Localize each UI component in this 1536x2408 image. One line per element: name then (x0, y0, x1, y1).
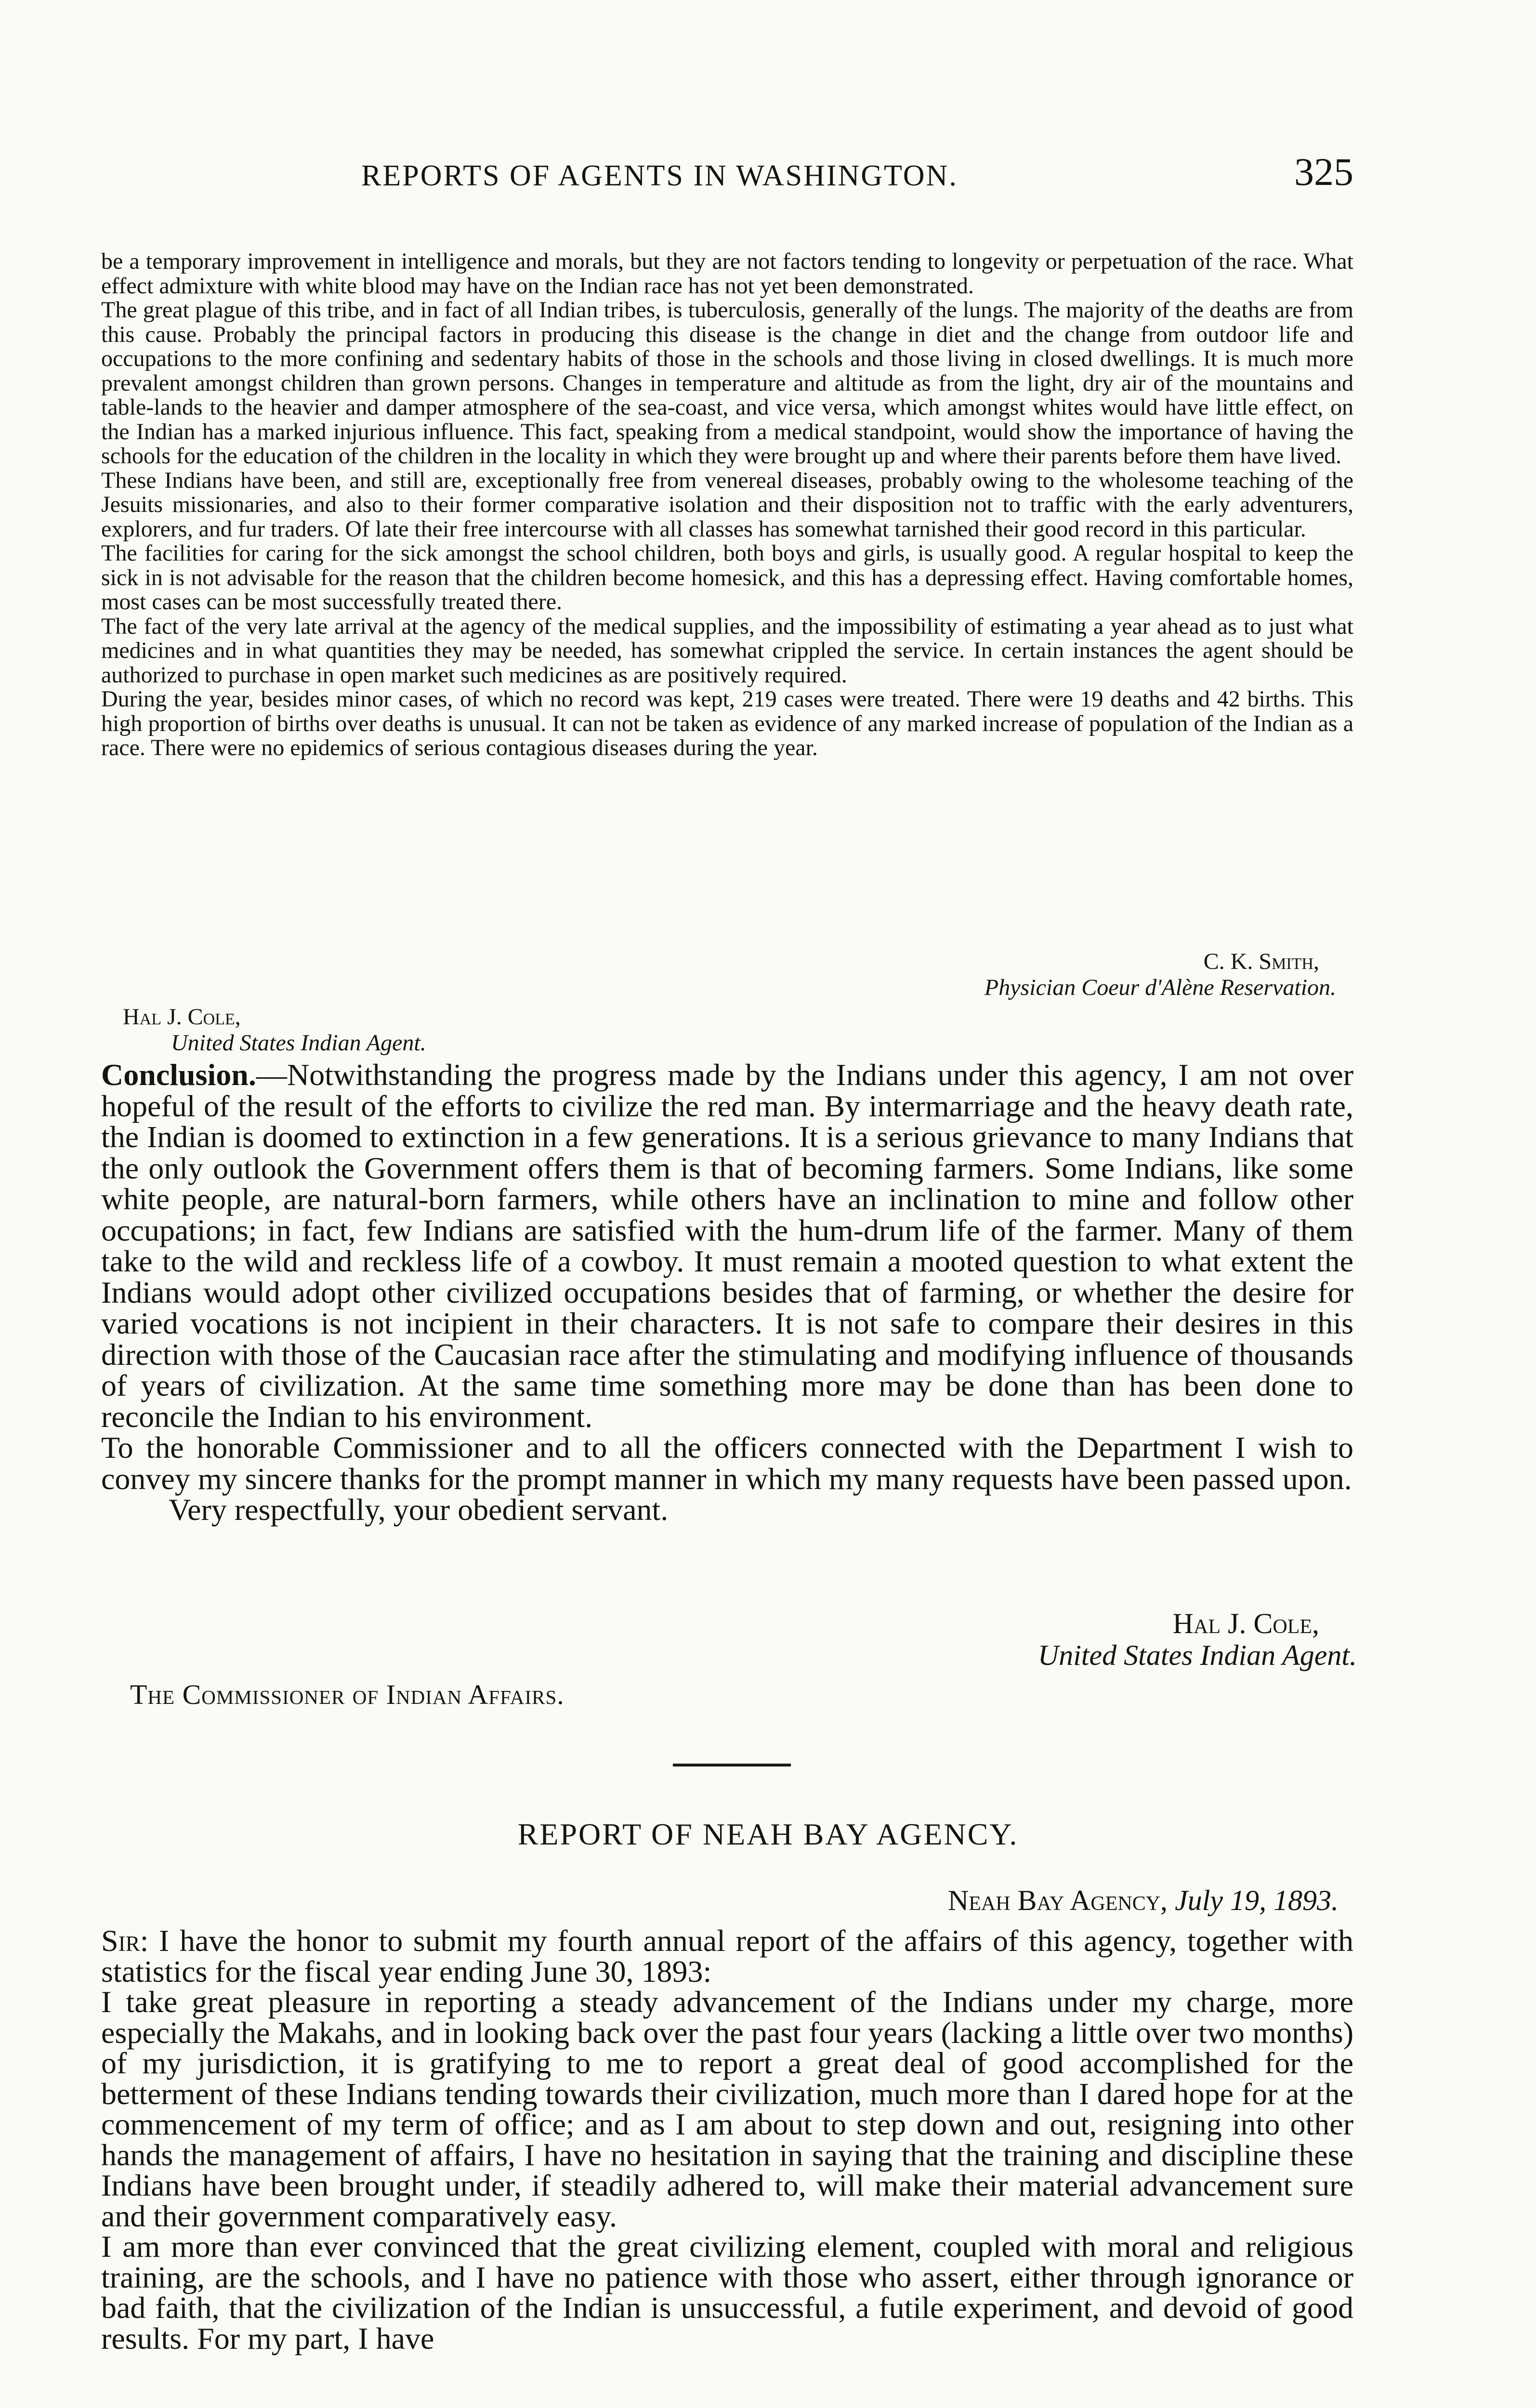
physician-signature-title: Physician Coeur d'Alène Reservation. (984, 975, 1336, 1000)
page-number: 325 (1294, 150, 1353, 194)
addressee: The Commissioner of Indian Affairs. (130, 1679, 565, 1710)
conclusion-paragraph (101, 1060, 1353, 1432)
dateline-place: Neah Bay Agency, (947, 1885, 1168, 1916)
agent-title: United States Indian Agent. (171, 1030, 426, 1056)
agent-signature-title: United States Indian Agent. (1037, 1639, 1357, 1671)
closing-line: Very respectfully, your obedient servant. (169, 1492, 669, 1527)
paragraph: These Indians have been, and still are, exceptionally free from venereal diseases, probably owing to the wholesome teaching of the Jesuits missionaries, and also to their former comparative isolation and their disposition not to traffic with the early adventurers, explorers, and fur traders. Of late their free intercourse with all classes has somewhat tarnished their good record in this particular. (101, 467, 1353, 542)
running-title: REPORTS OF AGENTS IN WASHINGTON. (361, 159, 958, 192)
conclusion-heading: Conclusion. (101, 1058, 256, 1092)
dateline (948, 1884, 1339, 1917)
physician-signature (1204, 949, 1319, 975)
paragraph: To the honorable Commissioner and to all the officers connected with the Department I wish to convey my sincere thanks for the prompt manner in which my many requests have been passed upon. (101, 1430, 1353, 1496)
paragraph: During the year, besides minor cases, of which no record was kept, 219 cases were treated. There were 19 deaths and 42 births. This high proportion of births over deaths is unusual. It can not be taken as evidence of any marked increase of population of the Indian as a race. There were no epidemics of serious contagious diseases during the year. (101, 686, 1353, 760)
page-header (101, 150, 1353, 207)
agent-signature-small (123, 1004, 426, 1056)
agent-name: Hal J. Cole, (123, 1004, 241, 1030)
agent-signature-name: Hal J. Cole, (1172, 1608, 1319, 1639)
paragraph-body: I have the honor to submit my fourth annual report of the affairs of this agency, together with statistics for the fiscal year ending June 30, 1893: (101, 1924, 1353, 1989)
conclusion-body: —Notwithstanding the progress made by the Indians under this agency, I am not over hopeful of the result of the efforts to civilize the red man. By intermarriage and the heavy death rate, the Indian is doomed to extinction in a few generations. It is a serious grievance to many Indians that the only outlook the Government offers them is that of becoming farmers. Some Indians, like some white people, are natural-born farmers, while others have an inclination to mine and follow other occupations; in fact, few Indians are satisfied with the hum-drum life of the farmer. Many of them take to the wild and reckless life of a cowboy. It must remain a mooted question to what extent the Indians would adopt other civilized occupations besides that of farming, or whether the desire for varied vocations is not incipient in their characters. It is not safe to compare their desires in this direction with those of the Caucasian race after the stimulating and modifying influence of thousands of years of civilization. At the same time something more may be done than has been done to reconcile the Indian to his environment. (101, 1058, 1353, 1434)
paragraph (101, 1925, 1353, 1987)
physician-report-text (101, 249, 1353, 760)
dateline-date: July 19, 1893. (1175, 1885, 1339, 1916)
section-divider (673, 1764, 791, 1767)
report-title: REPORT OF NEAH BAY AGENCY. (517, 1817, 1019, 1851)
paragraph: The great plague of this tribe, and in fact of all Indian tribes, is tuberculosis, generally of the lungs. The majority of the deaths are from this cause. Probably the principal factors in producing this disease is the change in diet and the change from outdoor life and occupations to the more confining and sedentary habits of those in the schools and those living in closed dwellings. It is much more prevalent amongst children than grown persons. Changes in temperature and altitude as from the light, dry air of the mountains and table-lands to the heavier and damper atmosphere of the sea-coast, and vice versa, which amongst whites would have little effect, on the Indian has a marked injurious influence. This fact, speaking from a medical standpoint, would show the importance of having the schools for the education of the children in the locality in which they were brought up and where their parents before them have lived. (101, 297, 1353, 469)
paragraph: I take great pleasure in reporting a steady advancement of the Indians under my charge, more especially the Makahs, and in looking back over the past four years (lacking a little over two months) of my jurisdiction, it is gratifying to me to report a great deal of good accomplished for the betterment of these Indians tending towards their civilization, much more than I dared hope for at the commencement of my term of office; and as I am about to step down and out, resigning into other hands the management of affairs, I have no hesitation in saying that the training and discipline these Indians have been brought under, if steadily adhered to, will make their material advancement sure and their government comparatively easy. (101, 1985, 1353, 2233)
paragraph: be a temporary improvement in intelligence and morals, but they are not factors tending to longevity or perpetuation of the race. What effect admixture with white blood may have on the Indian race has not yet been demonstrated. (101, 249, 1353, 299)
paragraph: The facilities for caring for the sick amongst the school children, both boys and girls, is usually good. A regular hospital to keep the sick in is not advisable for the reason that the children become homesick, and this has a depressing effect. Having comfortable homes, most cases can be most successfully treated there. (101, 540, 1353, 615)
signature-name: C. K. Smith, (1203, 949, 1319, 974)
conclusion-text (101, 1060, 1353, 1526)
salutation: Sir: (101, 1924, 149, 1958)
paragraph: I am more than ever convinced that the great civilizing element, coupled with moral and religious training, are the schools, and I have no patience with those who assert, either through ignorance or bad faith, that the civilization of the Indian is unsuccessful, a futile experiment, and devoid of good results. For my part, I have (101, 2229, 1353, 2356)
paragraph: The fact of the very late arrival at the agency of the medical supplies, and the impossibility of estimating a year ahead as to just what medicines and in what quantities they may be needed, has somewhat crippled the service. In certain instances the agent should be authorized to purchase in open market such medicines as are positively required. (101, 613, 1353, 688)
neah-bay-text (101, 1925, 1353, 2354)
